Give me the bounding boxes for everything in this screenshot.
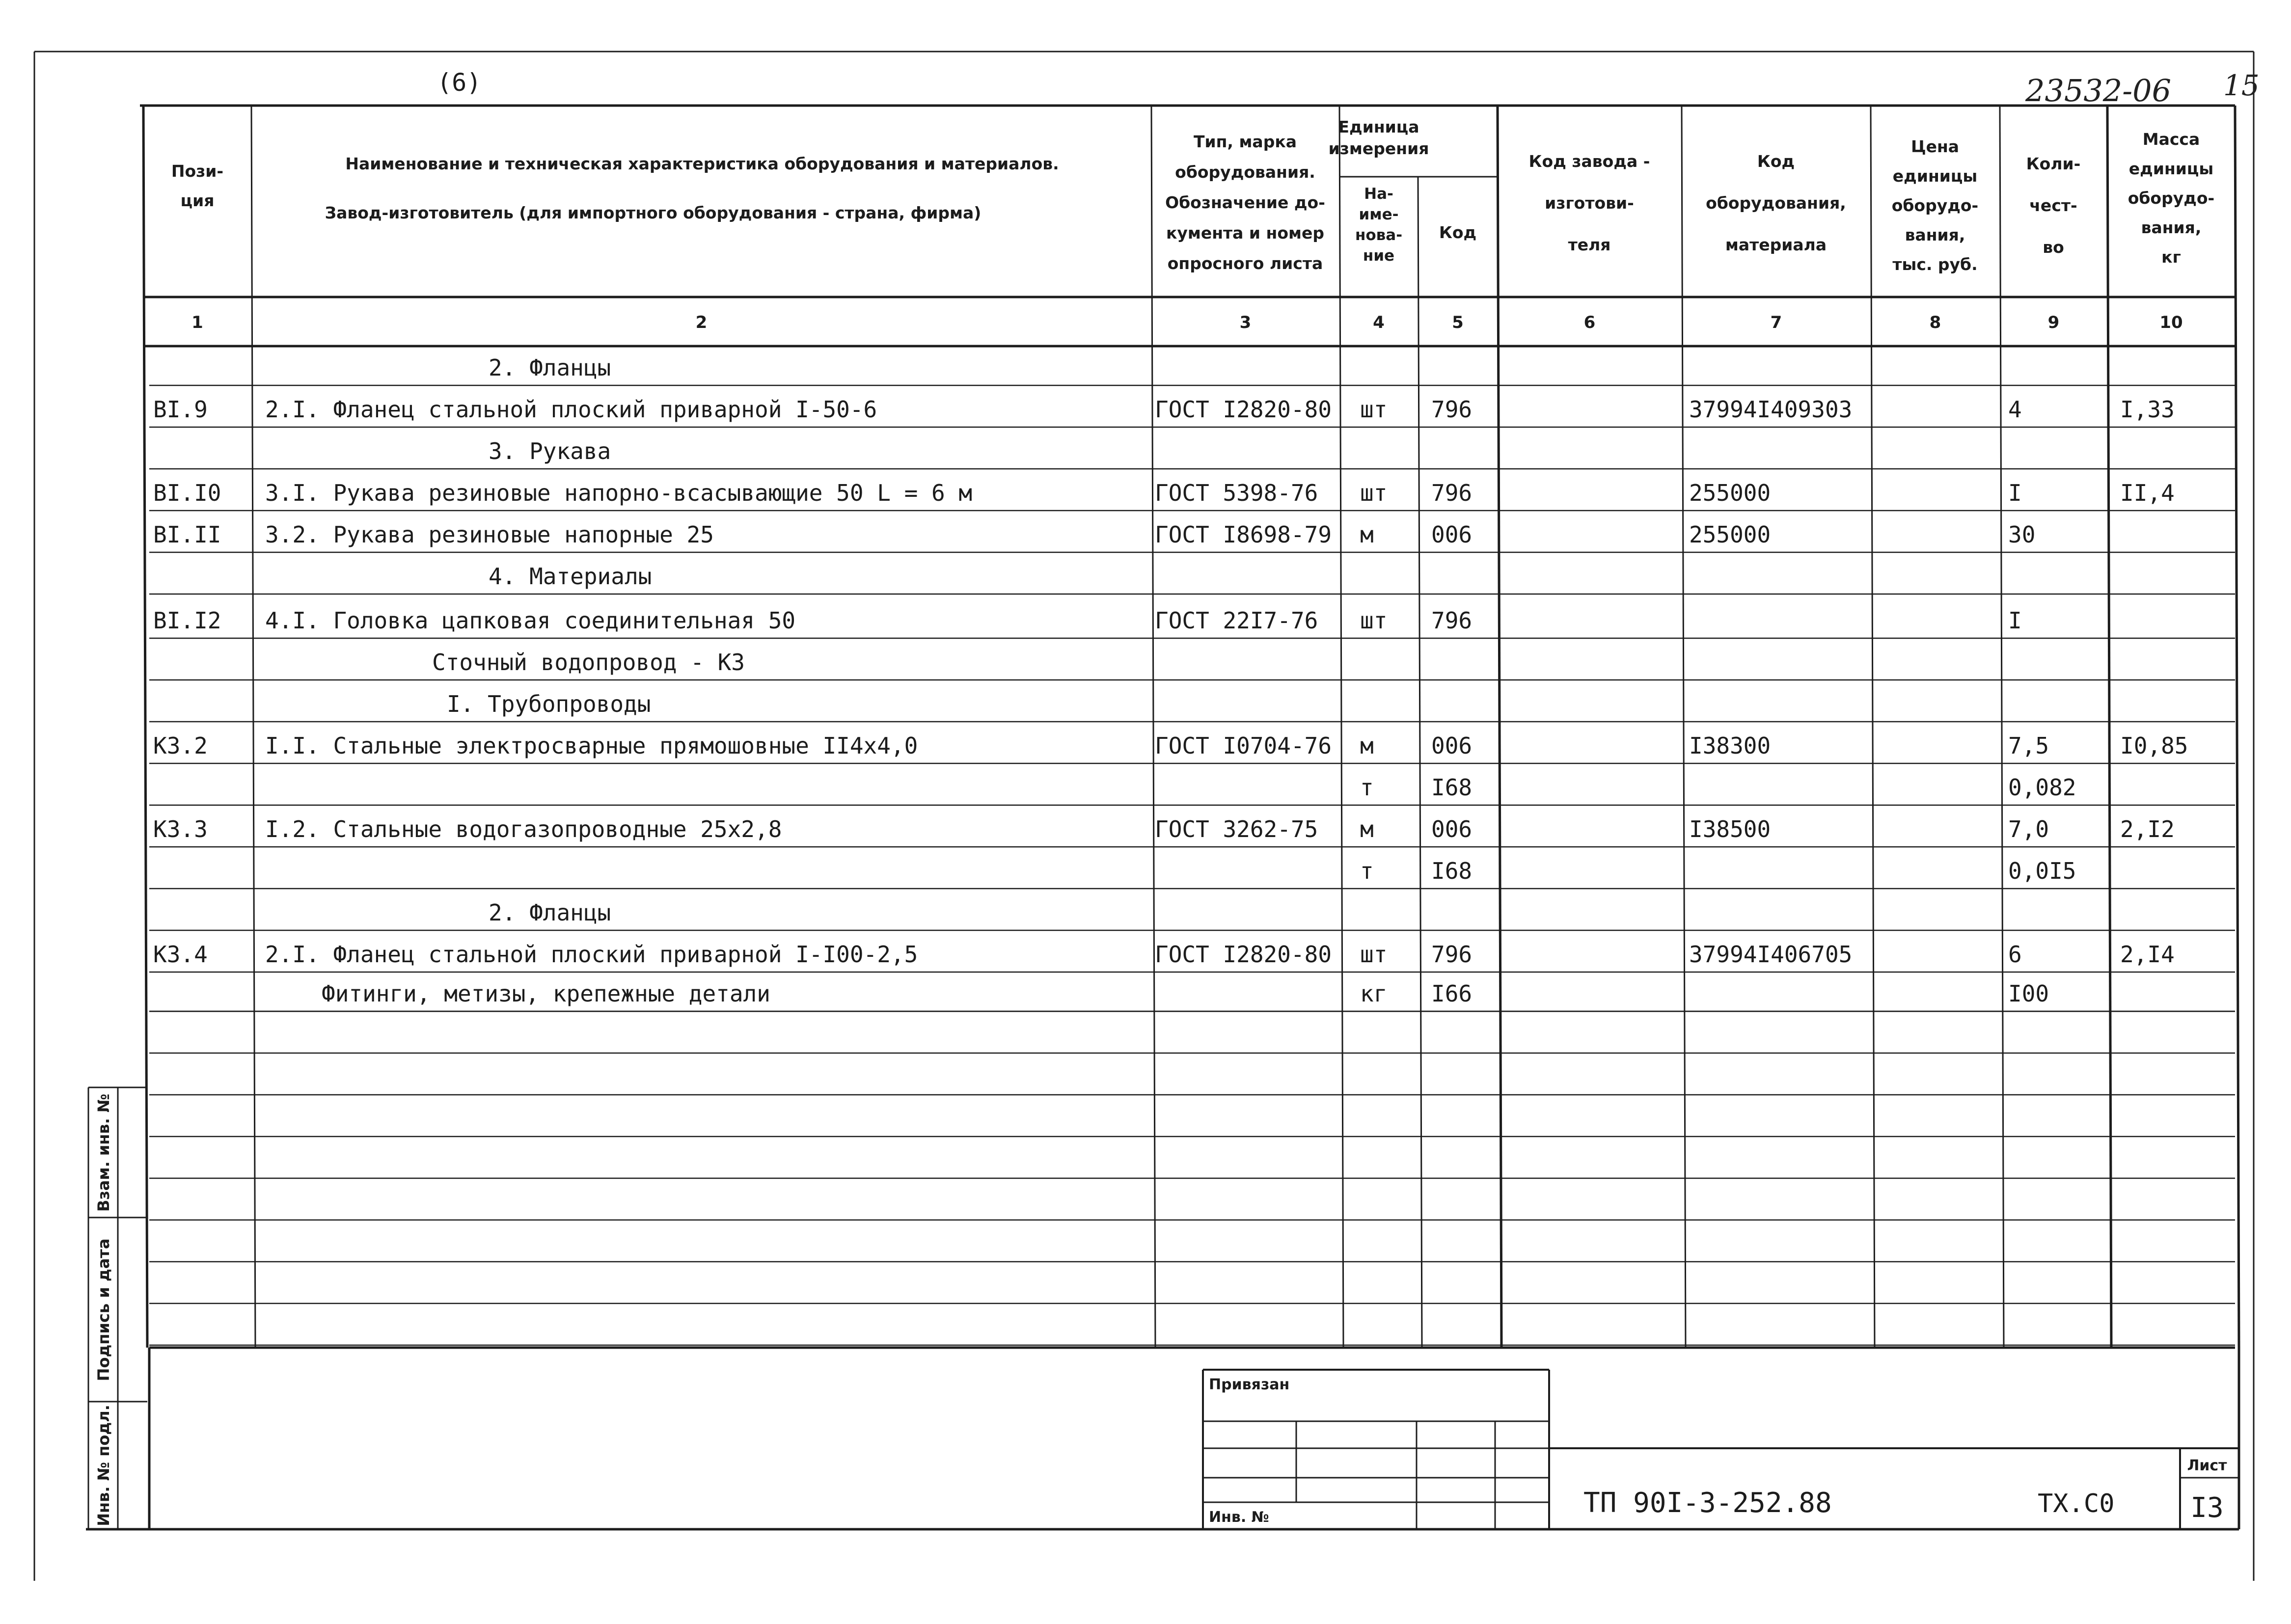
inventory-label: Инв. №: [1209, 1509, 1269, 1526]
column-line: [251, 106, 255, 1348]
row-position: ВI.I2: [153, 607, 221, 634]
header-mass: единицы: [2128, 159, 2214, 178]
row-name: I.2. Стальные водогазопроводные 25x2,8: [265, 816, 782, 842]
row-position: К3.2: [153, 732, 208, 759]
header-equipment-code: Код: [1757, 152, 1795, 171]
row-name: 3.2. Рукава резиновые напорные 25: [265, 521, 714, 548]
row-document: ГОСТ I8698-79: [1155, 521, 1332, 548]
row-section-heading: Сточный водопровод - К3: [432, 649, 745, 676]
row-quantity: 4: [2008, 396, 2022, 423]
row-document: ГОСТ 3262-75: [1155, 816, 1318, 842]
header-type: Тип, марка: [1194, 132, 1297, 151]
row-mass: 2,I4: [2120, 941, 2175, 968]
column-number: 4: [1373, 313, 1385, 332]
column-line: [2000, 106, 2004, 1348]
row-name: 2.I. Фланец стальной плоский приварной I-50-6: [265, 396, 877, 423]
row-unit-name: м: [1360, 521, 1374, 548]
column-line: [2107, 106, 2111, 1348]
row-unit-code: I66: [1431, 980, 1473, 1007]
row-position: ВI.I0: [153, 480, 221, 506]
column-number: 3: [1239, 313, 1252, 332]
header-type: оборудования.: [1175, 162, 1315, 182]
header-mass: кг: [2161, 247, 2181, 267]
column-line: [1498, 106, 1501, 1348]
header-name: Завод-изготовитель (для импортного оборудования - страна, фирма): [325, 203, 982, 222]
header-price: вания,: [1905, 225, 1965, 244]
row-quantity: 0,082: [2008, 774, 2076, 801]
row-position: ВI.9: [153, 396, 208, 423]
row-quantity: 7,5: [2008, 732, 2049, 759]
column-number: 1: [191, 313, 203, 332]
column-line: [1418, 177, 1422, 1348]
row-unit-code: 006: [1431, 732, 1473, 759]
header-type: Обозначение до-: [1165, 193, 1325, 212]
column-number: 2: [695, 313, 708, 332]
column-number: 8: [1929, 313, 1941, 332]
row-quantity: I: [2008, 480, 2022, 506]
row-unit-code: 796: [1431, 607, 1473, 634]
row-section-heading: 3. Рукава: [489, 438, 611, 464]
row-equipment-code: 37994I406705: [1689, 941, 1853, 968]
row-mass: I0,85: [2120, 732, 2188, 759]
row-unit-code: 796: [1431, 941, 1473, 968]
header-factory-code: Код завода -: [1528, 152, 1650, 171]
row-unit-code: 006: [1431, 521, 1473, 548]
header-type: кумента и номер: [1166, 223, 1325, 243]
row-section-heading: 2. Фланцы: [489, 899, 611, 926]
row-equipment-code: 255000: [1689, 480, 1771, 506]
row-name: 3.I. Рукава резиновые напорно-всасывающие 50 L = 6 м: [265, 480, 973, 506]
column-line: [2235, 106, 2239, 1348]
header-quantity: во: [2043, 238, 2064, 257]
row-quantity: 7,0: [2008, 816, 2049, 842]
header-position: ция: [180, 191, 215, 210]
header-unit-name: име-: [1359, 206, 1399, 223]
row-unit-name: шт: [1360, 941, 1388, 968]
row-equipment-code: I38500: [1689, 816, 1771, 842]
sheet-number: I3: [2190, 1492, 2224, 1524]
page-corner-number: 15: [2223, 69, 2260, 102]
row-document: ГОСТ I0704-76: [1155, 732, 1332, 759]
column-number: 7: [1770, 313, 1782, 332]
row-name: 2.I. Фланец стальной плоский приварной I-I00-2,5: [265, 941, 918, 968]
header-factory-code: изготови-: [1545, 193, 1634, 213]
header-mass: оборудо-: [2127, 189, 2215, 208]
document-code: ТХ.С0: [2038, 1489, 2115, 1518]
column-number: 9: [2047, 313, 2060, 332]
row-unit-code: I68: [1431, 774, 1473, 801]
column-line: [143, 106, 147, 1348]
archive-number: 23532-06: [2025, 73, 2172, 108]
header-unit-group: измерения: [1328, 139, 1429, 158]
header-quantity: чест-: [2029, 196, 2077, 215]
header-price: оборудо-: [1891, 196, 1979, 215]
header-price: Цена: [1910, 137, 1960, 156]
row-unit-name: шт: [1360, 396, 1388, 423]
row-unit-name: т: [1360, 858, 1374, 884]
row-unit-name: т: [1360, 774, 1374, 801]
row-equipment-code: 255000: [1689, 521, 1771, 548]
header-price: тыс. руб.: [1892, 255, 1978, 274]
row-section-heading: 4. Материалы: [489, 563, 652, 590]
row-quantity: 6: [2008, 941, 2022, 968]
side-stamp-label: Взам. инв. №: [94, 1093, 113, 1212]
row-unit-name: шт: [1360, 480, 1388, 506]
row-unit-code: 796: [1431, 396, 1473, 423]
header-equipment-code: оборудования,: [1706, 193, 1846, 213]
row-unit-name: м: [1360, 732, 1374, 759]
row-document: ГОСТ 5398-76: [1155, 480, 1318, 506]
header-unit-code: Код: [1439, 223, 1477, 242]
column-number: 10: [2159, 313, 2183, 332]
header-factory-code: теля: [1568, 235, 1611, 254]
row-quantity: 0,0I5: [2008, 858, 2076, 884]
row-name: 4.I. Головка цапковая соединительная 50: [265, 607, 796, 634]
column-line: [1339, 106, 1343, 1348]
header-price: единицы: [1892, 166, 1978, 186]
row-unit-name: шт: [1360, 607, 1388, 634]
row-position: ВI.II: [153, 521, 221, 548]
column-number: 5: [1452, 313, 1464, 332]
row-equipment-code: I38300: [1689, 732, 1771, 759]
row-name: I.I. Стальные электросварные прямошовные II4x4,0: [265, 732, 918, 759]
row-quantity: I: [2008, 607, 2022, 634]
header-equipment-code: материала: [1725, 235, 1827, 254]
header-mass: Масса: [2142, 130, 2200, 149]
column-line: [1682, 106, 1686, 1348]
row-unit-name: м: [1360, 816, 1374, 842]
document-designation: ТП 90I-3-252.88: [1583, 1487, 1832, 1519]
row-unit-code: 006: [1431, 816, 1473, 842]
row-section-heading: Фитинги, метизы, крепежные детали: [322, 980, 770, 1007]
sheet-label: Лист: [2187, 1457, 2227, 1474]
row-unit-code: 796: [1431, 480, 1473, 506]
row-mass: I,33: [2120, 396, 2175, 423]
header-unit-name: нова-: [1355, 226, 1403, 244]
side-stamp-label: Инв. № подл.: [94, 1405, 113, 1526]
header-unit-name: На-: [1364, 185, 1393, 203]
row-document: ГОСТ I2820-80: [1155, 396, 1332, 423]
header-mass: вания,: [2141, 218, 2202, 237]
column-line: [1151, 106, 1155, 1348]
row-mass: 2,I2: [2120, 816, 2175, 842]
header-quantity: Коли-: [2026, 154, 2081, 173]
header-unit-name: ние: [1363, 247, 1395, 265]
row-unit-name: кг: [1360, 980, 1388, 1007]
row-section-heading: 2. Фланцы: [489, 354, 611, 381]
header-position: Пози-: [171, 162, 224, 181]
attached-label: Привязан: [1209, 1376, 1290, 1393]
header-name: Наименование и техническая характеристика оборудования и материалов.: [345, 154, 1059, 173]
row-equipment-code: 37994I409303: [1689, 396, 1853, 423]
copy-number: (6): [437, 68, 482, 97]
table-text: [94, 68, 2227, 1526]
row-mass: II,4: [2120, 480, 2175, 506]
row-unit-code: I68: [1431, 858, 1473, 884]
side-stamp-label: Подпись и дата: [94, 1238, 113, 1381]
column-number: 6: [1583, 313, 1596, 332]
header-type: опросного листа: [1167, 254, 1323, 273]
row-document: ГОСТ I2820-80: [1155, 941, 1332, 968]
row-quantity: 30: [2008, 521, 2036, 548]
column-line: [1871, 106, 1875, 1348]
row-document: ГОСТ 22I7-76: [1155, 607, 1318, 634]
row-quantity: I00: [2008, 980, 2049, 1007]
row-position: К3.4: [153, 941, 208, 968]
row-position: К3.3: [153, 816, 208, 842]
row-section-heading: I. Трубопроводы: [447, 691, 651, 717]
header-unit-group: Единица: [1338, 117, 1419, 136]
